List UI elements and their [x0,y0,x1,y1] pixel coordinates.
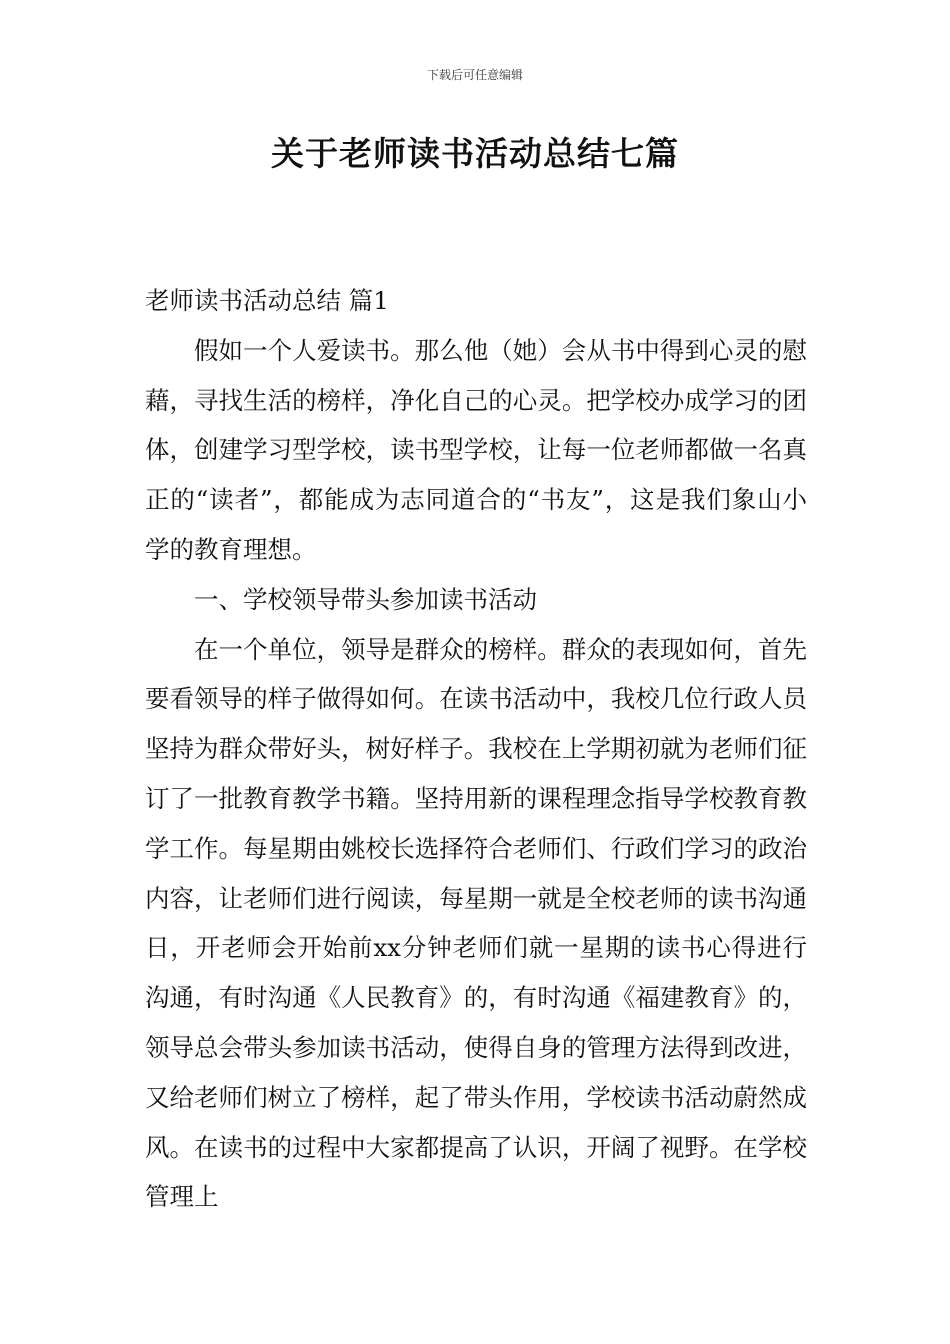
paragraph-leadership: 在一个单位，领导是群众的榜样。群众的表现如何，首先要看领导的样子做得如何。在读书活动中，我校几位行政人员坚持为群众带好头，树好样子。我校在上学期初就为老师们征订了一批教育教学书籍。坚持用新的课程理念指导学校教育教学工作。每星期由姚校长选择符合老师们、行政们学习的政治内容，让老师们进行阅读，每星期一就是全校老师的读书沟通日，开老师会开始前xx分钟老师们就一星期的读书心得进行沟通，有时沟通《人民教育》的，有时沟通《福建教育》的，领导总会带头参加读书活动，使得自身的管理方法得到改进，又给老师们树立了榜样，起了带头作用，学校读书活动蔚然成风。在读书的过程中大家都提高了认识，开阔了视野。在学校管理上 [145,634,807,1212]
document-body [145,276,807,1222]
subheading-leadership: 一、学校领导带头参加读书活动 [194,584,537,614]
header-note: 下载后可任意编辑 [426,68,523,82]
document-title: 关于老师读书活动总结七篇 [271,134,679,173]
paragraph-intro: 假如一个人爱读书。那么他（她）会从书中得到心灵的慰藉，寻找生活的榜样，净化自己的心灵。把学校办成学习的团体，创建学习型学校，读书型学校，让每一位老师都做一名真正的“读者”，都能成为志同道合的“书友”，这是我们象山小学的教育理想。 [145,335,807,564]
section-heading: 老师读书活动总结 篇1 [145,286,389,315]
